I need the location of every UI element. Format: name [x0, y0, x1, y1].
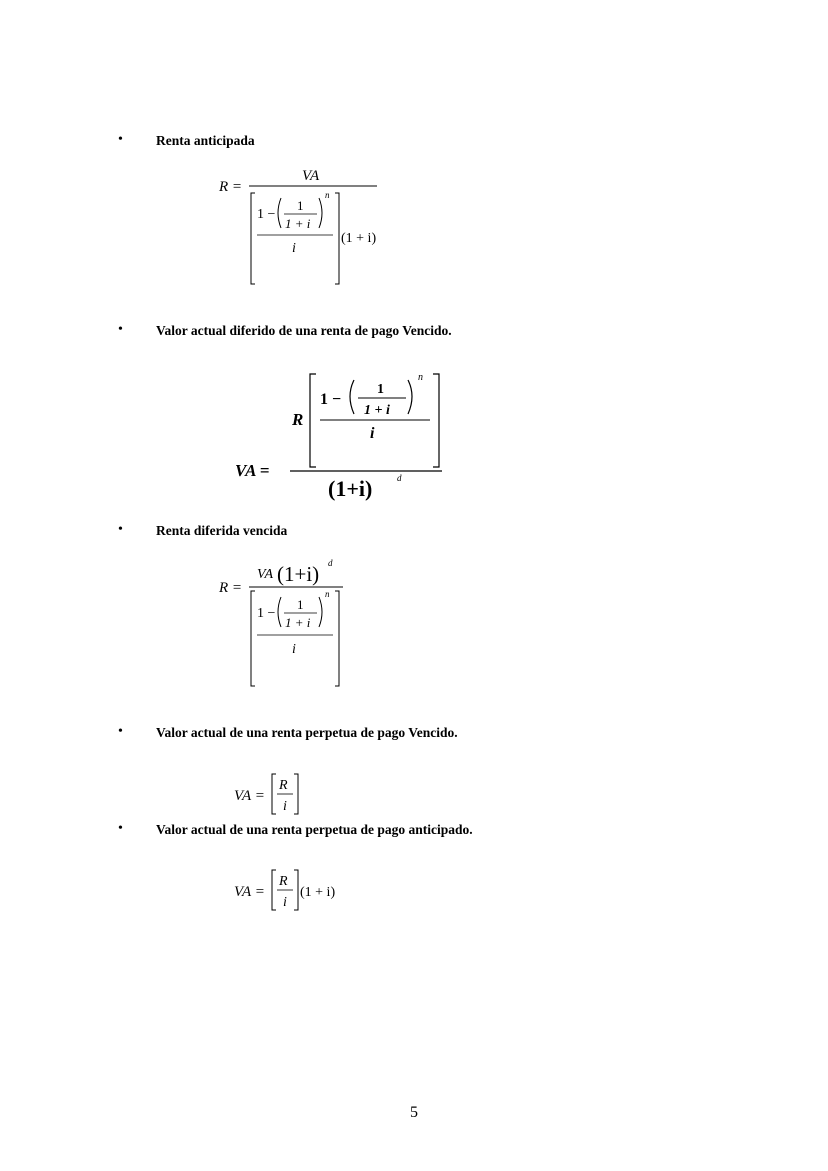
formula-one-minus: 1 −: [257, 207, 276, 222]
formula-exp-d: d: [328, 558, 333, 568]
formula-va: VA: [257, 567, 274, 582]
bullet: •: [118, 522, 123, 537]
bullet: •: [118, 724, 123, 739]
formula-exp-n: n: [325, 589, 330, 599]
formula-i: i: [283, 895, 287, 910]
formula-exp-n: n: [418, 372, 423, 383]
bullet: •: [118, 132, 123, 147]
formula-one: 1: [297, 597, 304, 612]
formula-i: i: [283, 799, 287, 814]
formula-lhs: R =: [219, 179, 243, 195]
heading-renta-perpetua-vencido: Valor actual de una renta perpetua de pago Vencido.: [156, 725, 458, 740]
formula-one-plus-i: 1 + i: [364, 403, 390, 418]
formula-lhs: VA =: [234, 788, 265, 804]
formula-renta-perpetua-anticipado: [230, 866, 360, 916]
formula-one: 1: [377, 382, 384, 397]
formula-lhs: R =: [219, 580, 243, 596]
heading-renta-perpetua-anticipado: Valor actual de una renta perpetua de pago anticipado.: [156, 822, 473, 837]
formula-r: R: [292, 410, 304, 429]
heading-valor-actual-diferido: Valor actual diferido de una renta de pago Vencido.: [156, 323, 452, 338]
formula-one-minus: 1 −: [320, 391, 342, 408]
bullet: •: [118, 821, 123, 836]
formula-renta-diferida-vencida: [215, 555, 365, 695]
formula-factor: (1 + i): [341, 231, 377, 246]
formula-lhs: VA =: [235, 461, 270, 480]
page-number: 5: [410, 1104, 418, 1121]
formula-one-plus-i-big: (1+i): [277, 562, 320, 586]
formula-exp-n: n: [325, 190, 330, 200]
formula-one-plus-i: 1 + i: [285, 615, 311, 630]
formula-r: R: [279, 874, 288, 889]
formula-denom: i: [292, 642, 296, 657]
formula-lhs: VA =: [234, 884, 265, 900]
formula-one-minus: 1 −: [257, 606, 276, 621]
formula-r: R: [279, 778, 288, 793]
formula-numerator: VA: [302, 168, 320, 184]
formula-one-plus-i: 1 + i: [285, 216, 311, 231]
formula-denom: i: [292, 241, 296, 256]
formula-renta-anticipada: [215, 160, 395, 295]
heading-renta-diferida-vencida: Renta diferida vencida: [156, 523, 288, 538]
formula-factor: (1 + i): [300, 885, 336, 900]
formula-bottom: (1+i): [328, 476, 373, 501]
formula-renta-perpetua-vencido: [230, 770, 320, 820]
heading-renta-anticipada: Renta anticipada: [156, 133, 255, 148]
bullet: •: [118, 322, 123, 337]
formula-valor-actual-diferido: [230, 368, 460, 508]
formula-denom: i: [370, 425, 375, 442]
formula-exp-d: d: [397, 473, 402, 483]
formula-one: 1: [297, 198, 304, 213]
